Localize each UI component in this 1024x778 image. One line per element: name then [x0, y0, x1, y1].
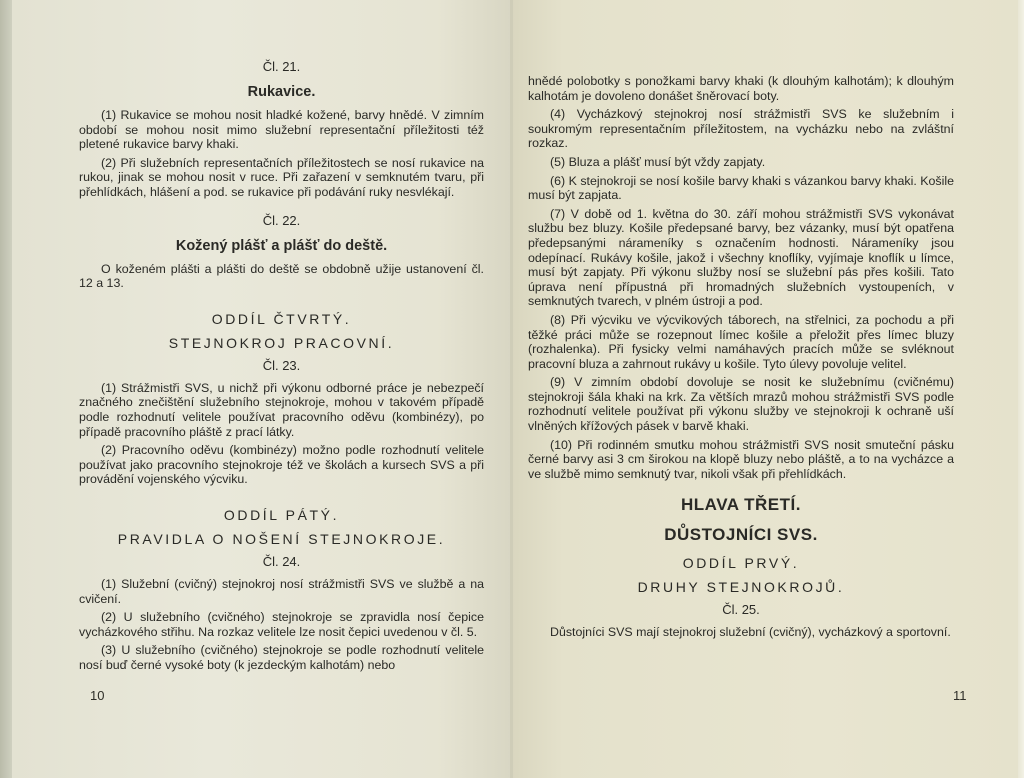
article-25-number: Čl. 25. — [722, 602, 760, 618]
section-1-label: ODDÍL PRVÝ. — [682, 555, 800, 572]
paragraph-4: (4) Vycházkový stejnokroj nosí strážmistři SVS ke služebním i soukromým representačním příležitostem, na vycházku nebo na zvláštní rozkaz. — [528, 107, 954, 151]
article-24-paragraph-1: (1) Služební (cvičný) stejnokroj nosí strážmistři SVS ve službě a na cvičení. — [79, 576, 484, 606]
paragraph-6: (6) K stejnokroji se nosí košile barvy khaki s vázankou barvy khaki. Košile musí být zapjata. — [528, 173, 954, 203]
left-page-edge — [0, 0, 12, 778]
article-21-paragraph-1: (1) Rukavice se mohou nosit hladké kožené, barvy hnědé. V zimním období se mohou nosit mimo služební representační příležitosti též pletené rukavice barvy khaki. — [79, 108, 484, 152]
article-23-number: Čl. 23. — [262, 357, 301, 373]
section-4-title: STEJNOKROJ PRACOVNÍ. — [168, 334, 395, 351]
article-22-title: Kožený plášť a plášť do deště. — [175, 237, 388, 254]
article-22-paragraph-1: O koženém plášti a plášti do deště se obdobně užije ustanovení čl. 12 a 13. — [79, 261, 484, 291]
article-23-paragraph-1: (1) Strážmistři SVS, u nichž při výkonu odborné práce je nebezpečí značného znečištění služebního stejnokroje, mohou v takovém případě podle rozhodnutí velitele používat pracovního oděvu (kombinézy), po případě pracovního pláště z prací látky. — [79, 380, 484, 439]
article-24-paragraph-3: (3) U služebního (cvičného) stejnokroje se podle rozhodnutí velitele nosí buď černé vysoké boty (k jezdeckým kalhotám) nebo — [79, 643, 484, 672]
article-24-number: Čl. 24. — [262, 553, 301, 569]
continuation-paragraph: hnědé polobotky s ponožkami barvy khaki (k dlouhým kalhotám); k dlouhým kalhotám je dovoleno donášet šněrovací boty. — [528, 74, 954, 103]
left-page-number: 10 — [90, 688, 105, 703]
article-21-title: Rukavice. — [247, 84, 316, 100]
right-page-edge — [1018, 0, 1024, 778]
article-21-paragraph-2: (2) Při služebních representačních příležitostech se nosí rukavice na rukou, jinak se mohou nosit v ruce. Při zařazení v semknutém tvaru, při přehlídkách, hlášení a pod. se rukavice při podávání ruky nesvlékají. — [79, 155, 484, 199]
right-page-text — [528, 74, 954, 644]
article-23-paragraph-2: (2) Pracovního oděvu (kombinézy) možno podle rozhodnutí velitele používat jako pracovního stejnokroje též ve školách a kursech SVS a při provádění vojenského výcviku. — [79, 443, 484, 487]
article-22-number: Čl. 22. — [262, 212, 301, 228]
section-1-title: DRUHY STEJNOKROJŮ. — [637, 579, 845, 596]
section-4-label: ODDÍL ČTVRTÝ. — [211, 310, 352, 327]
article-25-paragraph-1: Důstojníci SVS mají stejnokroj služební (cvičný), vycházkový a sportovní. — [550, 625, 951, 640]
paragraph-7: (7) V době od 1. května do 30. září mohou strážmistři SVS vykonávat službu bez bluzy. Košile předepsané barvy, bez vázanky, musí být opatřena předepsanými nárameníky s označením hodnosti. Nárameníky jsou odepínací. Rukávy košile, jakož i všechny knoflíky, vyjímaje knoflík u límce, musí být zapjaty. Při výkonu služby nosí se služební pás přes košili. Tato úprava není přípustná při hromadných služebních vystoupeních, v semknutých tvarech, v plném ústroji a pod. — [528, 206, 954, 309]
chapter-3-label: HLAVA TŘETÍ. — [681, 495, 801, 515]
paragraph-8: (8) Při výcviku ve výcvikových táborech, na střelnici, za pochodu a při těžké práci může se rozepnout límec košile a přeložit přes límec bluzy (rozhalenka). Při fysicky velmi namáhavých pracích může se svléknout pracovní bluza a zahrnout rukávy u košile. Tyto úlevy povoluje velitel. — [528, 312, 954, 371]
right-page-number: 11 — [953, 688, 967, 703]
book-gutter — [510, 0, 513, 778]
chapter-3-title: DŮSTOJNÍCI SVS. — [664, 525, 818, 545]
section-5-title: PRAVIDLA O NOŠENÍ STEJNOKROJE. — [117, 530, 446, 547]
paragraph-9: (9) V zimním období dovoluje se nosit ke služebnímu (cvičnému) stejnokroji šála khaki na krk. Za větších mrazů mohou strážmistři SVS podle rozhodnutí velitele používat při výkonu služby ve stejnokroji k ochraně uší vlněných křížových pásek v barvě khaki. — [528, 375, 954, 434]
paragraph-10: (10) Při rodinném smutku mohou strážmistři SVS nosit smuteční pásku černé barvy asi 3 cm širokou na klopě bluzy nebo pláště, a to na vycházce a ve službě mimo semknutý tvar, nikoli však při přehlídkách. — [528, 437, 954, 481]
paragraph-5: (5) Bluza a plášť musí být vždy zapjaty. — [550, 154, 766, 169]
article-21-number: Čl. 21. — [262, 59, 301, 74]
left-page-text — [79, 58, 484, 676]
section-5-label: ODDÍL PÁTÝ. — [223, 506, 340, 523]
article-24-paragraph-2: (2) U služebního (cvičného) stejnokroje se zpravidla nosí čepice vycházkového střihu. Na rozkaz velitele lze nosit čepici uvedenou v čl. 5. — [79, 610, 484, 639]
